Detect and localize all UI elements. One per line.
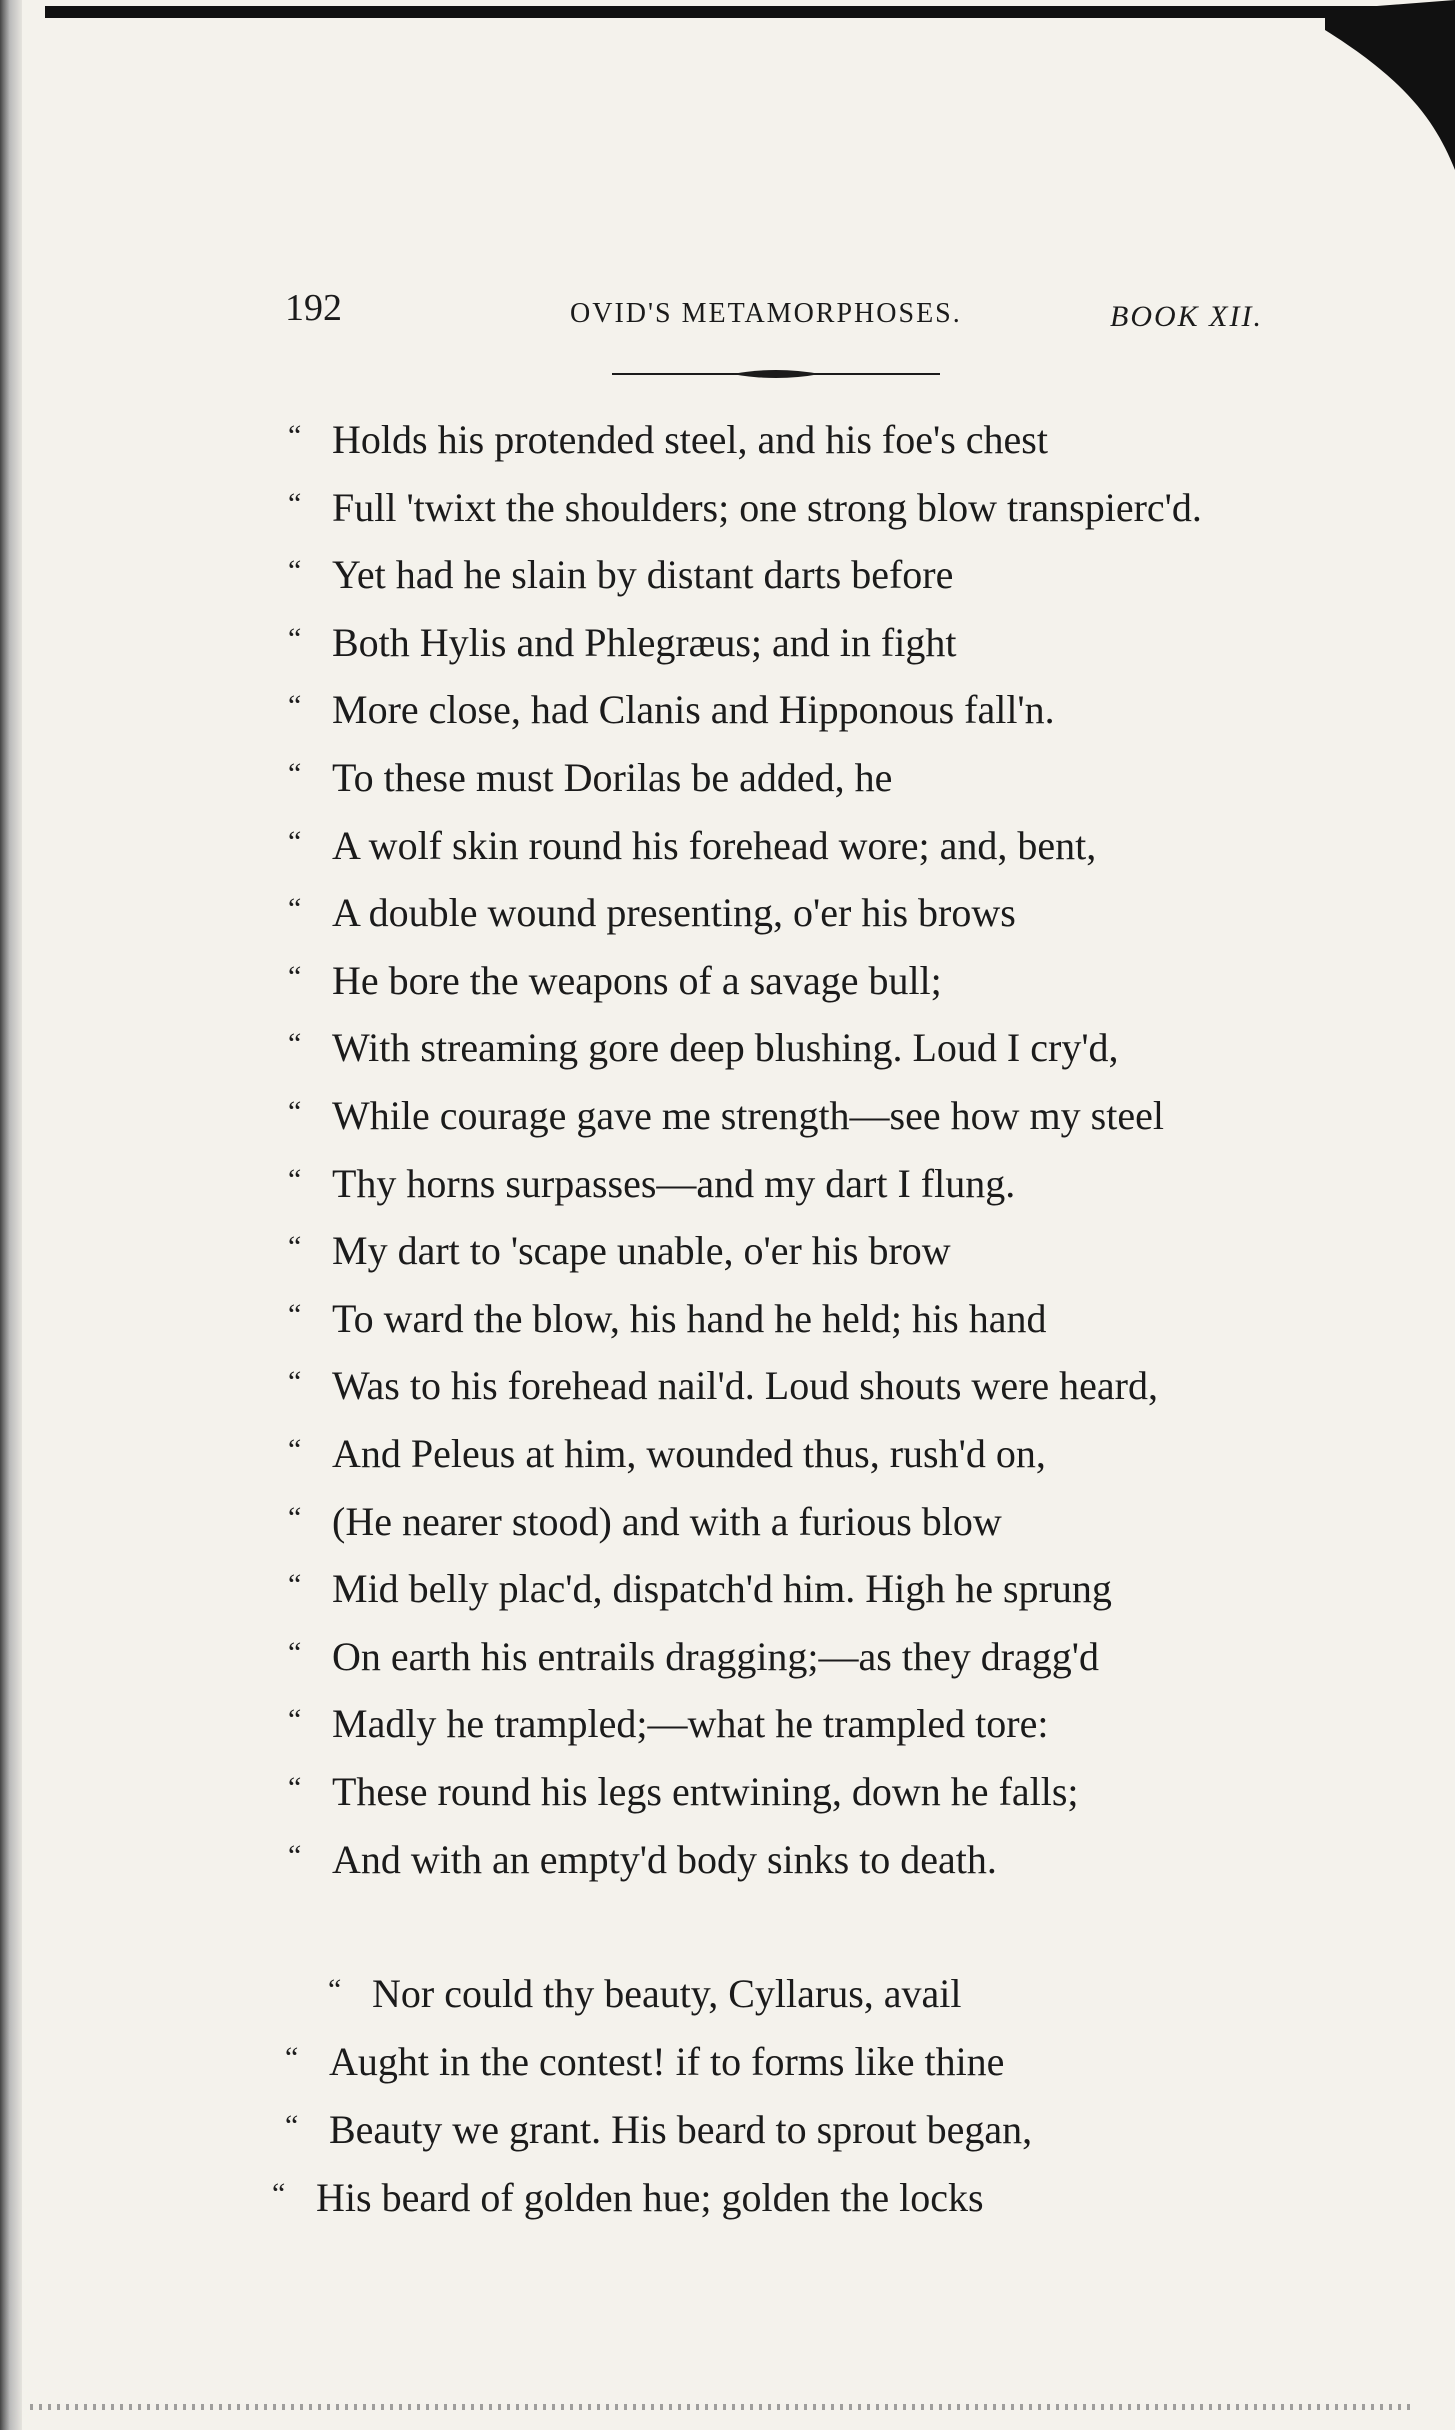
verse-line bbox=[285, 2106, 1335, 2150]
quotation-mark: “ bbox=[288, 621, 302, 655]
verse-line-text: Holds his protended steel, and his foe's chest bbox=[332, 417, 1048, 462]
verse-line bbox=[288, 1498, 1338, 1542]
verse-line-text: More close, had Clanis and Hipponous fall'n. bbox=[332, 687, 1055, 733]
verse-line bbox=[288, 1362, 1338, 1409]
verse-line bbox=[272, 2174, 1322, 2218]
bottom-page-edge bbox=[30, 2404, 1410, 2410]
quotation-mark: “ bbox=[288, 824, 302, 858]
quotation-mark: “ bbox=[285, 2041, 299, 2074]
verse-line bbox=[288, 957, 1338, 1001]
quotation-mark: “ bbox=[288, 959, 302, 993]
verse-line-text: (He nearer stood) and with a furious blow bbox=[332, 1498, 1002, 1544]
quotation-mark: “ bbox=[288, 1365, 302, 1399]
verse-line bbox=[288, 484, 1338, 528]
verse-line-text: And with an empty'd body sinks to death. bbox=[332, 1836, 997, 1882]
verse-line-text: These round his legs entwining, down he falls; bbox=[332, 1769, 1079, 1814]
verse-line bbox=[288, 1565, 1338, 1612]
quotation-mark: “ bbox=[288, 1500, 302, 1534]
quotation-mark: “ bbox=[328, 1973, 342, 2006]
verse-line-text: While courage gave me strength—see how my steel bbox=[332, 1093, 1164, 1138]
verse-line-text: He bore the weapons of a savage bull; bbox=[332, 957, 942, 1003]
verse-line-text: Beauty we grant. His beard to sprout began, bbox=[329, 2107, 1033, 2152]
verse-line-text: Was to his forehead nail'd. Loud shouts were heard, bbox=[332, 1363, 1158, 1409]
verse-line bbox=[288, 1227, 1338, 1274]
verse-line bbox=[288, 822, 1338, 866]
quotation-mark: “ bbox=[288, 1568, 302, 1602]
quotation-mark: “ bbox=[288, 1703, 302, 1737]
verse-line bbox=[288, 1160, 1338, 1204]
verse-line bbox=[288, 1430, 1338, 1474]
verse-line bbox=[288, 1092, 1338, 1136]
page-header bbox=[285, 286, 1300, 346]
corner-shadow-graphic bbox=[1325, 0, 1455, 170]
verse-line bbox=[288, 1836, 1338, 1880]
quotation-mark: “ bbox=[288, 1027, 302, 1061]
verse-line bbox=[288, 889, 1338, 936]
quotation-mark: “ bbox=[288, 1635, 302, 1669]
verse-line bbox=[288, 686, 1338, 733]
verse-line-text: Madly he trampled;—what he trampled tore: bbox=[332, 1701, 1049, 1747]
verse-line-text: Full 'twixt the shoulders; one strong blow transpierc'd. bbox=[332, 484, 1202, 530]
verse-line-text: A wolf skin round his forehead wore; and, bent, bbox=[332, 822, 1097, 868]
verse-line-text: Mid belly plac'd, dispatch'd him. High he sprung bbox=[332, 1566, 1112, 1612]
verse-line-text: On earth his entrails dragging;—as they dragg'd bbox=[332, 1633, 1100, 1679]
quotation-mark: “ bbox=[272, 2177, 286, 2210]
verse-line bbox=[285, 2038, 1335, 2082]
verse-line bbox=[288, 754, 1338, 798]
quotation-mark: “ bbox=[288, 892, 302, 926]
page-binding-edge bbox=[0, 0, 22, 2430]
verse-line bbox=[328, 1970, 1378, 2014]
quotation-mark: “ bbox=[288, 757, 302, 790]
verse-line bbox=[288, 551, 1338, 598]
quotation-mark: “ bbox=[288, 689, 302, 723]
verse-line-text: His beard of golden hue; golden the locks bbox=[316, 2175, 984, 2220]
verse-line-text: Yet had he slain by distant darts before bbox=[332, 552, 954, 598]
verse-line bbox=[288, 1700, 1338, 1747]
running-title: OVID'S METAMORPHOSES. bbox=[570, 298, 962, 329]
verse-line bbox=[288, 1295, 1338, 1339]
verse-line bbox=[288, 1768, 1338, 1812]
verse-line-text: With streaming gore deep blushing. Loud I cry'd, bbox=[332, 1025, 1119, 1071]
quotation-mark: “ bbox=[288, 1162, 302, 1196]
quotation-mark: “ bbox=[288, 1433, 302, 1466]
verse-line-text: A double wound presenting, o'er his brows bbox=[332, 890, 1016, 936]
quotation-mark: “ bbox=[288, 1297, 302, 1331]
quotation-mark: “ bbox=[288, 1230, 302, 1264]
quotation-mark: “ bbox=[288, 419, 302, 452]
top-page-edge bbox=[45, 6, 1400, 18]
verse-line-text: To ward the blow, his hand he held; his hand bbox=[332, 1295, 1047, 1341]
page-number: 192 bbox=[285, 287, 342, 329]
quotation-mark: “ bbox=[288, 1095, 302, 1128]
header-rule-ornament bbox=[612, 368, 940, 380]
verse-line-text: And Peleus at him, wounded thus, rush'd on, bbox=[332, 1431, 1046, 1476]
verse-line bbox=[288, 619, 1338, 663]
verse-line-text: Aught in the contest! if to forms like thine bbox=[329, 2039, 1005, 2084]
verse-line bbox=[288, 416, 1338, 460]
book-label: BOOK XII. bbox=[1110, 300, 1263, 333]
verse-line-text: My dart to 'scape unable, o'er his brow bbox=[332, 1228, 951, 1274]
quotation-mark: “ bbox=[285, 2109, 299, 2142]
verse-line-text: Both Hylis and Phlegræus; and in fight bbox=[332, 619, 957, 665]
verse-line-text: Nor could thy beauty, Cyllarus, avail bbox=[372, 1971, 962, 2016]
verse-line-text: Thy horns surpasses—and my dart I flung. bbox=[332, 1160, 1016, 1206]
quotation-mark: “ bbox=[288, 1771, 302, 1804]
verse-line bbox=[288, 1024, 1338, 1071]
quotation-mark: “ bbox=[288, 1838, 302, 1872]
quotation-mark: “ bbox=[288, 554, 302, 588]
verse-line-text: To these must Dorilas be added, he bbox=[332, 755, 893, 800]
quotation-mark: “ bbox=[288, 486, 302, 520]
verse-line bbox=[288, 1633, 1338, 1677]
